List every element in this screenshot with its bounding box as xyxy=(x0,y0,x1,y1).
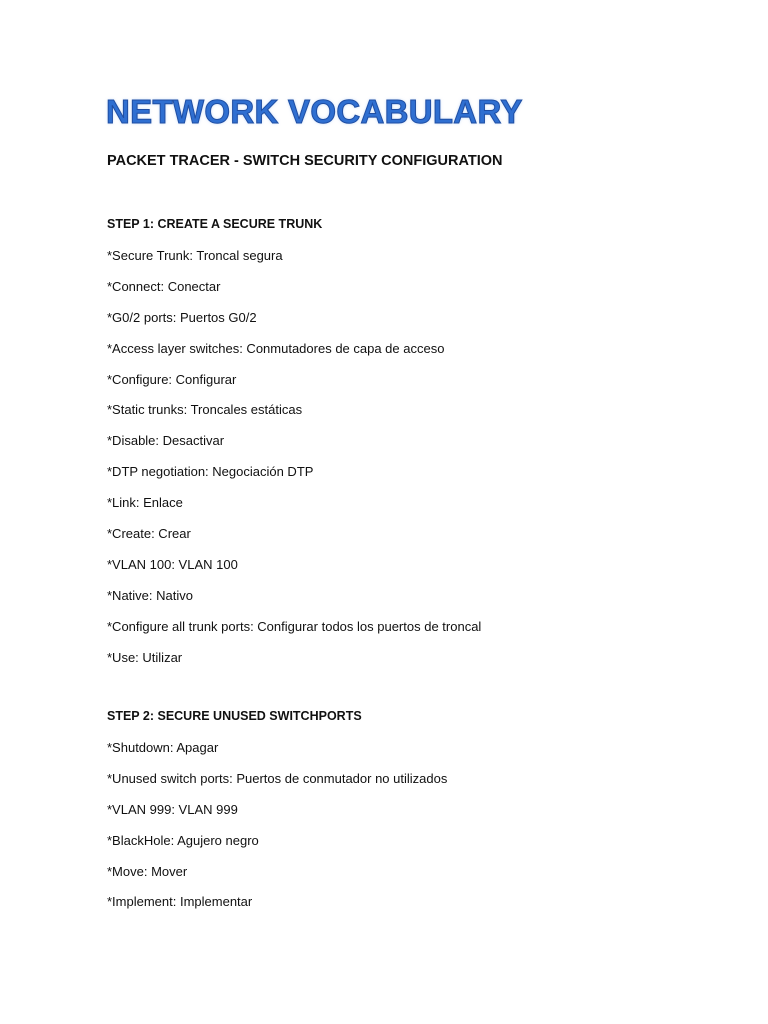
vocabulary-item: *G0/2 ports: Puertos G0/2 xyxy=(107,309,257,325)
vocabulary-item: *Connect: Conectar xyxy=(107,278,221,294)
vocabulary-item: *Create: Crear xyxy=(107,526,191,542)
vocabulary-item: *Unused switch ports: Puertos de conmutador no utilizados xyxy=(107,770,448,786)
vocabulary-item: *DTP negotiation: Negociación DTP xyxy=(107,464,314,480)
section-heading-step-1: STEP 1: CREATE A SECURE TRUNK xyxy=(107,217,323,231)
vocabulary-list-step-1 xyxy=(107,241,481,673)
vocabulary-item: *Implement: Implementar xyxy=(107,894,253,910)
vocabulary-list-step-2 xyxy=(107,733,447,918)
vocabulary-item: *Shutdown: Apagar xyxy=(107,740,219,755)
vocabulary-item: *Configure all trunk ports: Configurar todos los puertos de troncal xyxy=(107,618,482,634)
vocabulary-item: *Static trunks: Troncales estáticas xyxy=(107,402,303,418)
vocabulary-item: *Secure Trunk: Troncal segura xyxy=(107,248,283,263)
vocabulary-item: *Native: Nativo xyxy=(107,587,193,603)
vocabulary-item: *Use: Utilizar xyxy=(107,649,183,665)
vocabulary-item: *VLAN 999: VLAN 999 xyxy=(107,801,238,817)
document-subtitle: PACKET TRACER - SWITCH SECURITY CONFIGURATION xyxy=(107,153,503,169)
vocabulary-item: *Access layer switches: Conmutadores de capa de acceso xyxy=(107,340,445,356)
vocabulary-item: *VLAN 100: VLAN 100 xyxy=(107,556,238,572)
vocabulary-item: *Move: Mover xyxy=(107,863,188,879)
vocabulary-item: *Link: Enlace xyxy=(107,495,183,511)
vocabulary-item: *BlackHole: Agujero negro xyxy=(107,832,259,848)
vocabulary-item: *Configure: Configurar xyxy=(107,371,237,387)
section-heading-step-2: STEP 2: SECURE UNUSED SWITCHPORTS xyxy=(107,709,362,723)
vocabulary-item: *Disable: Desactivar xyxy=(107,433,225,449)
document-title: NETWORK VOCABULARY xyxy=(106,93,523,130)
